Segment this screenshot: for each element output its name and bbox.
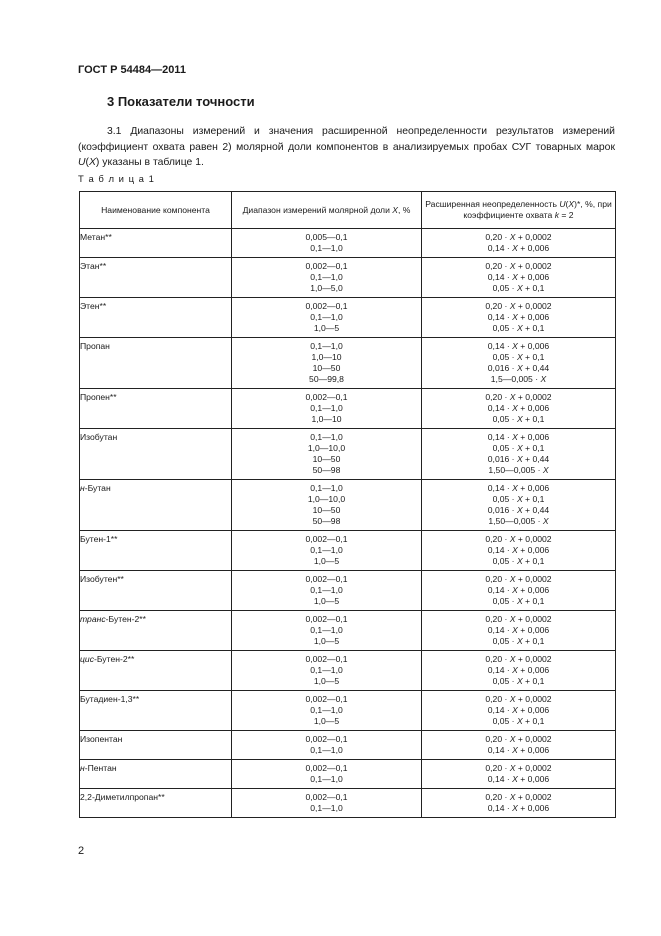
uncertainty-value: 0,14 · X + 0,006 — [487, 585, 550, 595]
uncertainty-value: 0,14 · X + 0,006 — [487, 341, 550, 351]
range-cell — [232, 731, 422, 760]
table-body — [80, 229, 616, 818]
range-value: 1,0—5,0 — [310, 283, 343, 293]
range-value: 0,1—1,0 — [310, 312, 343, 322]
component-name-cell: транс-Бутен-2** — [80, 611, 232, 651]
uncertainty-value: 1,50—0,005 · X — [488, 465, 549, 475]
uncertainty-value: 0,016 · X + 0,44 — [487, 454, 550, 464]
range-value: 0,1—1,0 — [310, 774, 343, 784]
uncertainty-value: 0,14 · X + 0,006 — [487, 432, 550, 442]
component-name-cell: Изопентан — [80, 731, 232, 760]
uncertainty-value: 0,20 · X + 0,0002 — [485, 261, 552, 271]
range-value: 0,002—0,1 — [305, 301, 348, 311]
component-name-cell: н-Пентан — [80, 760, 232, 789]
uncertainty-value: 0,14 · X + 0,006 — [487, 665, 550, 675]
uncertainty-cell — [422, 480, 616, 531]
uncertainty-value: 0,14 · X + 0,006 — [487, 705, 550, 715]
uncertainty-value: 1,50—0,005 · X — [488, 516, 549, 526]
range-cell — [232, 571, 422, 611]
uncertainty-value: 0,05 · X + 0,1 — [492, 676, 545, 686]
uncertainty-value: 0,016 · X + 0,44 — [487, 505, 550, 515]
range-value: 0,1—1,0 — [310, 272, 343, 282]
uncertainty-value: 0,20 · X + 0,0002 — [485, 792, 552, 802]
range-value: 1,0—10 — [311, 352, 342, 362]
uncertainty-value: 0,14 · X + 0,006 — [487, 312, 550, 322]
uncertainty-cell — [422, 731, 616, 760]
range-value: 0,1—1,0 — [310, 403, 343, 413]
range-value: 0,1—1,0 — [310, 625, 343, 635]
range-value: 0,002—0,1 — [305, 694, 348, 704]
range-value: 1,0—10 — [311, 414, 342, 424]
range-cell — [232, 611, 422, 651]
range-value: 1,0—5 — [313, 596, 340, 606]
uncertainty-value: 0,05 · X + 0,1 — [492, 494, 545, 504]
range-value: 0,002—0,1 — [305, 574, 348, 584]
uncertainty-value: 0,05 · X + 0,1 — [492, 352, 545, 362]
paragraph — [78, 124, 615, 171]
uncertainty-value: 0,016 · X + 0,44 — [487, 363, 550, 373]
range-cell — [232, 651, 422, 691]
uncertainty-cell — [422, 258, 616, 298]
range-value: 1,0—5 — [313, 636, 340, 646]
range-value: 0,005—0,1 — [305, 232, 348, 242]
range-value: 0,1—1,0 — [310, 705, 343, 715]
range-value: 0,1—1,0 — [310, 341, 343, 351]
range-value: 0,1—1,0 — [310, 483, 343, 493]
table-row — [80, 229, 616, 258]
range-value: 1,0—10,0 — [307, 443, 346, 453]
component-name-cell: Изобутен** — [80, 571, 232, 611]
range-value: 50—98 — [312, 465, 341, 475]
uncertainty-value: 0,05 · X + 0,1 — [492, 716, 545, 726]
uncertainty-value: 0,05 · X + 0,1 — [492, 636, 545, 646]
range-value: 0,002—0,1 — [305, 614, 348, 624]
table-row — [80, 480, 616, 531]
range-cell — [232, 258, 422, 298]
range-value: 10—50 — [312, 454, 341, 464]
uncertainty-value: 0,05 · X + 0,1 — [492, 556, 545, 566]
range-cell — [232, 760, 422, 789]
table-row — [80, 298, 616, 338]
uncertainty-cell — [422, 760, 616, 789]
table-caption: Т а б л и ц а 1 — [78, 174, 155, 185]
paragraph-text: 3.1 Диапазоны измерений и значения расширенной неопределенности результатов измерений (коэффициент охвата равен 2) молярной доли компонентов в анализируемых пробах СУГ товарных марок U(X) указаны в таблице 1. — [78, 126, 615, 168]
component-name-cell: Пропан — [80, 338, 232, 389]
uncertainty-value: 0,14 · X + 0,006 — [487, 243, 550, 253]
range-value: 0,1—1,0 — [310, 545, 343, 555]
table-header-row — [80, 192, 616, 229]
range-value: 10—50 — [312, 505, 341, 515]
uncertainty-value: 0,14 · X + 0,006 — [487, 403, 550, 413]
component-name-cell: Метан** — [80, 229, 232, 258]
component-name-cell: Бутадиен-1,3** — [80, 691, 232, 731]
range-value: 1,0—5 — [313, 556, 340, 566]
range-value: 0,002—0,1 — [305, 763, 348, 773]
uncertainty-value: 0,05 · X + 0,1 — [492, 443, 545, 453]
range-value: 0,002—0,1 — [305, 734, 348, 744]
table-row — [80, 338, 616, 389]
range-value: 0,1—1,0 — [310, 665, 343, 675]
uncertainty-value: 0,05 · X + 0,1 — [492, 323, 545, 333]
uncertainty-cell — [422, 571, 616, 611]
uncertainty-value: 0,20 · X + 0,0002 — [485, 534, 552, 544]
section-title: 3 Показатели точности — [107, 94, 255, 109]
uncertainty-cell — [422, 389, 616, 429]
range-cell — [232, 691, 422, 731]
uncertainty-cell — [422, 531, 616, 571]
uncertainty-cell — [422, 789, 616, 818]
range-cell — [232, 298, 422, 338]
uncertainty-cell — [422, 691, 616, 731]
table-row — [80, 651, 616, 691]
header-component: Наименование компонента — [80, 192, 232, 229]
range-value: 0,1—1,0 — [310, 432, 343, 442]
table-row — [80, 731, 616, 760]
range-value: 0,1—1,0 — [310, 803, 343, 813]
range-value: 0,1—1,0 — [310, 243, 343, 253]
range-value: 0,002—0,1 — [305, 261, 348, 271]
component-name-cell: Изобутан — [80, 429, 232, 480]
table-row — [80, 389, 616, 429]
range-value: 1,0—5 — [313, 323, 340, 333]
uncertainty-value: 0,20 · X + 0,0002 — [485, 654, 552, 664]
range-cell — [232, 338, 422, 389]
uncertainty-value: 0,14 · X + 0,006 — [487, 545, 550, 555]
uncertainty-value: 0,14 · X + 0,006 — [487, 774, 550, 784]
range-value: 10—50 — [312, 363, 341, 373]
uncertainty-value: 0,14 · X + 0,006 — [487, 625, 550, 635]
table-row — [80, 789, 616, 818]
uncertainty-value: 0,20 · X + 0,0002 — [485, 734, 552, 744]
component-name-cell: Пропен** — [80, 389, 232, 429]
uncertainty-value: 0,05 · X + 0,1 — [492, 414, 545, 424]
range-cell — [232, 480, 422, 531]
document-code: ГОСТ Р 54484—2011 — [78, 64, 186, 76]
header-uncertainty: Расширенная неопределенность U(X)*, %, при коэффициенте охвата k = 2 — [422, 192, 616, 229]
uncertainty-cell — [422, 429, 616, 480]
range-value: 0,1—1,0 — [310, 745, 343, 755]
uncertainty-cell — [422, 651, 616, 691]
uncertainty-value: 0,05 · X + 0,1 — [492, 596, 545, 606]
range-value: 0,002—0,1 — [305, 392, 348, 402]
uncertainty-value: 0,14 · X + 0,006 — [487, 745, 550, 755]
range-value: 1,0—5 — [313, 716, 340, 726]
uncertainty-value: 1,5—0,005 · X — [490, 374, 547, 384]
range-value: 0,1—1,0 — [310, 585, 343, 595]
page-number: 2 — [78, 845, 85, 857]
component-name-cell: Бутен-1** — [80, 531, 232, 571]
table-row — [80, 760, 616, 789]
uncertainty-value: 0,20 · X + 0,0002 — [485, 763, 552, 773]
component-name-cell: 2,2-Диметилпропан** — [80, 789, 232, 818]
table-row — [80, 691, 616, 731]
uncertainty-value: 0,20 · X + 0,0002 — [485, 694, 552, 704]
uncertainty-value: 0,20 · X + 0,0002 — [485, 574, 552, 584]
uncertainty-value: 0,14 · X + 0,006 — [487, 272, 550, 282]
uncertainty-value: 0,05 · X + 0,1 — [492, 283, 545, 293]
uncertainty-value: 0,14 · X + 0,006 — [487, 483, 550, 493]
range-value: 0,002—0,1 — [305, 654, 348, 664]
range-cell — [232, 429, 422, 480]
range-value: 0,002—0,1 — [305, 534, 348, 544]
range-cell — [232, 229, 422, 258]
component-name-cell: цис-Бутен-2** — [80, 651, 232, 691]
table-row — [80, 531, 616, 571]
uncertainty-cell — [422, 611, 616, 651]
component-name-cell: Этен** — [80, 298, 232, 338]
range-cell — [232, 389, 422, 429]
uncertainty-cell — [422, 298, 616, 338]
data-table — [79, 191, 616, 818]
table-row — [80, 571, 616, 611]
range-value: 1,0—5 — [313, 676, 340, 686]
table-row — [80, 258, 616, 298]
header-range: Диапазон измерений молярной доли X, % — [232, 192, 422, 229]
component-name-cell: Этан** — [80, 258, 232, 298]
uncertainty-value: 0,20 · X + 0,0002 — [485, 614, 552, 624]
range-value: 50—98 — [312, 516, 341, 526]
uncertainty-value: 0,20 · X + 0,0002 — [485, 301, 552, 311]
table-row — [80, 429, 616, 480]
uncertainty-value: 0,20 · X + 0,0002 — [485, 392, 552, 402]
uncertainty-cell — [422, 338, 616, 389]
range-cell — [232, 789, 422, 818]
uncertainty-value: 0,20 · X + 0,0002 — [485, 232, 552, 242]
uncertainty-value: 0,14 · X + 0,006 — [487, 803, 550, 813]
uncertainty-cell — [422, 229, 616, 258]
range-value: 1,0—10,0 — [307, 494, 346, 504]
range-value: 50—99,8 — [309, 374, 344, 384]
table-row — [80, 611, 616, 651]
component-name-cell: н-Бутан — [80, 480, 232, 531]
range-value: 0,002—0,1 — [305, 792, 348, 802]
range-cell — [232, 531, 422, 571]
